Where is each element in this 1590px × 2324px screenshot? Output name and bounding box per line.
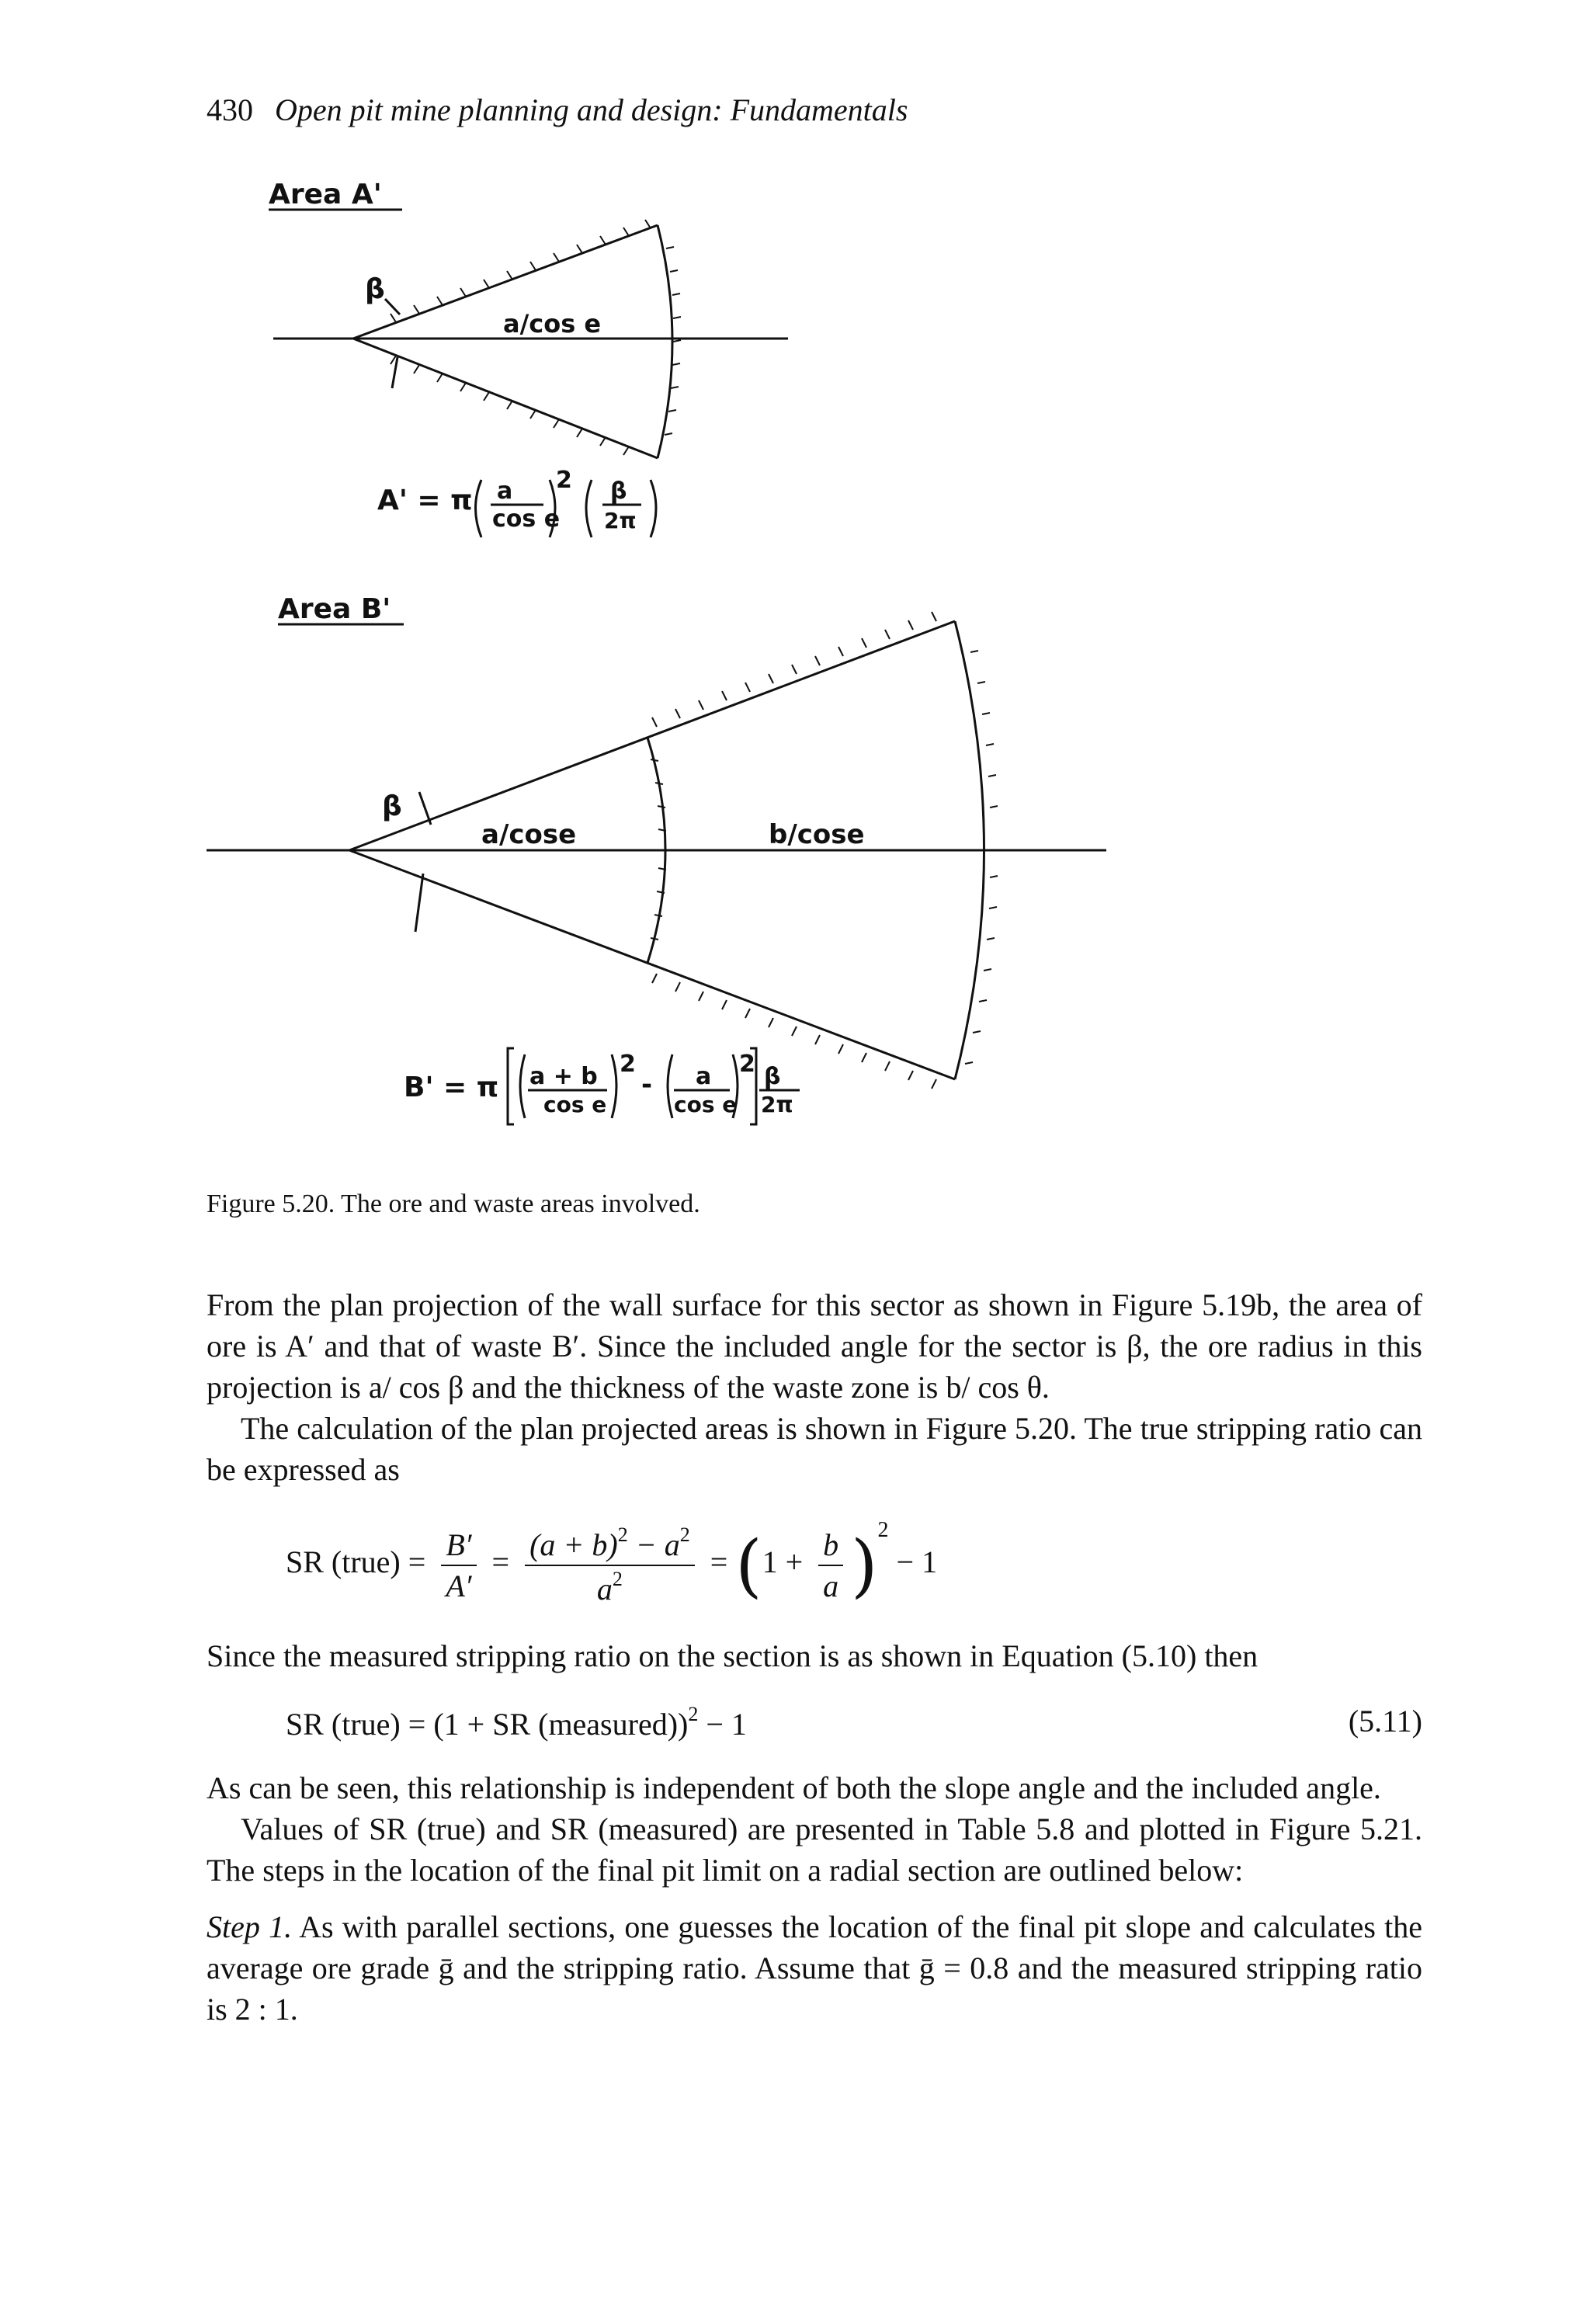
equation-5-11: SR (true) = (1 + SR (measured))$^2$ − 1 (5.11) xyxy=(286,1703,1422,1742)
svg-text:cos e: cos e xyxy=(674,1092,738,1117)
area-a-title: Area A' xyxy=(269,179,382,210)
paragraph-measured-ratio: Since the measured stripping ratio on the section is as shown in Equation (5.10) then xyxy=(207,1638,1258,1673)
paragraph-plan-projection: From the plan projection of the wall surface for this sector as shown in Figure 5.19b, the area of ore is A′ and that of waste B′. Since the included angle for the sector is β, the ore radius in this projection is a/ cos β and the thickness of the waste zone is b/ cos θ. xyxy=(207,1287,1422,1405)
book-title: Open pit mine planning and design: Fundamentals xyxy=(275,92,908,127)
area-b-beta: β xyxy=(382,790,402,822)
svg-text:β: β xyxy=(764,1063,781,1090)
svg-text:A' = π: A' = π xyxy=(377,485,473,516)
figure-caption: Figure 5.20. The ore and waste areas involved. xyxy=(207,1190,700,1218)
area-a-radius-label: a/cos e xyxy=(503,309,602,339)
svg-text:a: a xyxy=(497,478,513,505)
paragraph-values: Values of SR (true) and SR (measured) are presented in Table 5.8 and plotted in Figure 5.21. The steps in the location of the final pit limit on a radial section are outlined below: xyxy=(207,1812,1422,1888)
area-a-sector xyxy=(273,220,788,458)
fraction-b-over-a: $\frac{B'}{A'}$ xyxy=(441,1527,476,1604)
area-b-label-a: a/cose xyxy=(481,819,577,850)
body-block-3 xyxy=(207,1767,1422,2030)
equation-sr-true: SR (true) = $\frac{B'}{A'}$ = $\frac{(a + b)^2 - a^2}{a^2}$ = (1 + $\frac{b}{a}$ )$^2$ − 1 xyxy=(286,1518,938,1607)
svg-text:a: a xyxy=(696,1063,712,1090)
svg-text:2π: 2π xyxy=(761,1092,793,1117)
area-a-beta: β xyxy=(365,273,385,305)
running-head xyxy=(207,92,908,128)
fraction-expanded: $\frac{(a + b)^2 - a^2}{a^2}$ xyxy=(525,1523,695,1607)
svg-text:cos e: cos e xyxy=(543,1092,607,1117)
svg-text:2: 2 xyxy=(620,1051,636,1078)
paragraph-step-1 xyxy=(207,1906,1422,2030)
step-1-text: As with parallel sections, one guesses the location of the final pit slope and calculates the average ore grade ḡ and the stripping ratio. Assume that ḡ = 0.8 and the measured stripping ratio is 2 : 1. xyxy=(207,1909,1422,2027)
body-block-1 xyxy=(207,1284,1422,1490)
equation-number: (5.11) xyxy=(1348,1704,1422,1739)
svg-text:a + b: a + b xyxy=(529,1063,598,1090)
paragraph-independence: As can be seen, this relationship is independent of both the slope angle and the included angle. xyxy=(207,1770,1381,1805)
paragraph-calculation: The calculation of the plan projected areas is shown in Figure 5.20. The true stripping ratio can be expressed as xyxy=(207,1411,1422,1487)
step-1-lead: Step 1. xyxy=(207,1909,293,1944)
area-a-formula xyxy=(377,467,656,537)
svg-text:2π: 2π xyxy=(604,508,637,533)
svg-text:2: 2 xyxy=(739,1051,755,1078)
svg-text:β: β xyxy=(610,478,627,505)
area-b-label-b: b/cose xyxy=(769,819,865,850)
figure-5-20 xyxy=(0,155,1590,1180)
page-number: 430 xyxy=(207,92,253,127)
figure-drawing xyxy=(0,155,1590,1180)
body-block-2 xyxy=(207,1635,1422,1676)
svg-text:cos e: cos e xyxy=(492,505,561,533)
svg-text:B' = π: B' = π xyxy=(404,1072,499,1103)
fraction-b-over-a-small: $\frac{b}{a}$ xyxy=(818,1527,843,1604)
area-b-formula xyxy=(404,1048,800,1124)
area-b-title: Area B' xyxy=(278,593,391,625)
svg-text:-: - xyxy=(641,1069,653,1100)
area-b-sector xyxy=(207,612,1106,1089)
svg-text:2: 2 xyxy=(556,467,572,494)
